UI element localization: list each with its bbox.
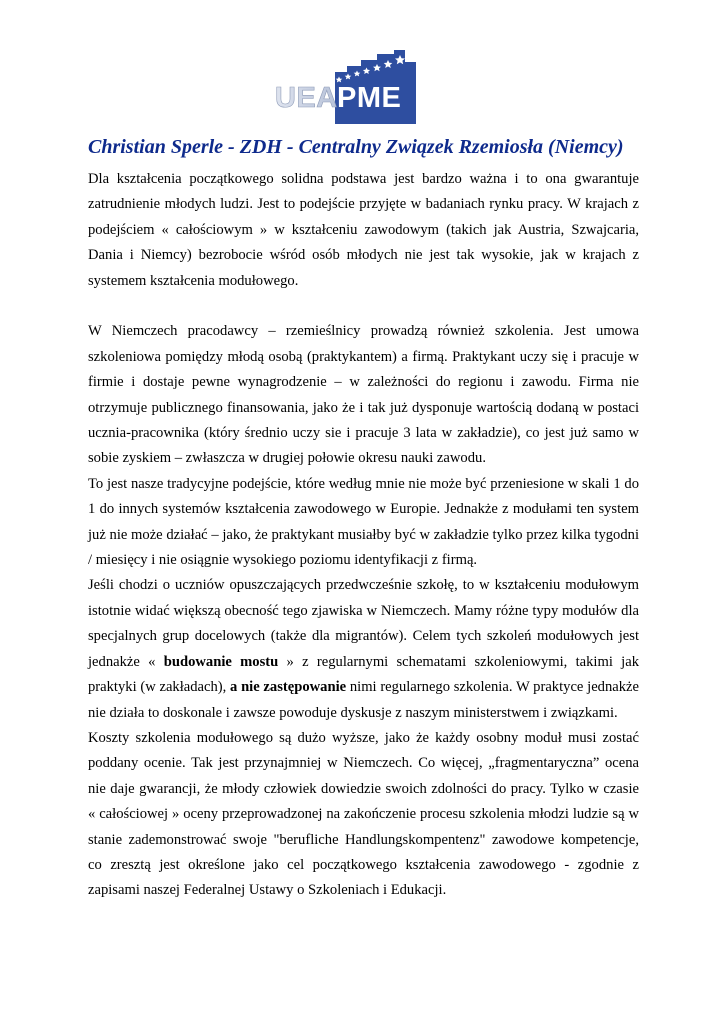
paragraph-5: Koszty szkolenia modułowego są dużo wyższe, jako że każdy osobny moduł musi zostać poddany ocenie. Tak jest przynajmniej w Niemczech. Co więcej, „fragmentaryczna” ocena nie daje gwarancji, że młody człowiek dowiedzie swoich zdolności do pracy. Tylko w czasie « całościowej » oceny przeprowadzonej na zakończenie procesu szkolenia młodzi ludzie są w stanie zademonstrować swoje "berufliche Handlungskompentenz" zawodowe kompetencje, co zresztą jest określone jako cel początkowego kształcenia zawodowego - zgodnie z zapisami naszej Federalnej Ustawy o Szkoleniach i Edukacji. bbox=[88, 729, 639, 899]
paragraph-2: W Niemczech pracodawcy – rzemieślnicy prowadzą również szkolenia. Jest umowa szkoleniowa pomiędzy młodą osobą (praktykantem) a firmą. Praktykant uczy się i pracuje w firmie i dostaje pewne wynagrodzenie – w zależności do regionu i zawodu. Firma nie otrzymuje publicznego finansowania, jako że i tak już dysponuje wartością dodaną w postaci ucznia-pracownika (który średnio uczy sie i pracuje 3 lata w zakładzie), co jest już samo w sobie zyskiem – zwłaszcza w drugiej połowie okresu nauki zawodu. bbox=[88, 323, 639, 467]
logo-text-pme: PME bbox=[337, 82, 402, 114]
paragraph-4-part-b: » z regularnymi schematami szkoleniowymi, takimi jak praktyki (w zakładach), bbox=[88, 653, 640, 696]
article-body bbox=[88, 167, 639, 904]
paragraph-4-part-a: Jeśli chodzi o uczniów opuszczających przedwcześnie szkołę, to w kształceniu modułowym istotnie widać większą obecność tego zjawiska w Niemczech. Mamy różne typy modułów dla specjalnych grup docelowych (także dla migrantów). Celem tych szkoleń modułowych jest jednakże « bbox=[88, 577, 639, 670]
bold-phrase-not-replacing: a nie zastępowanie bbox=[230, 679, 347, 696]
page-title: Christian Sperle - ZDH - Centralny Związek Rzemiosła (Niemcy) bbox=[88, 136, 624, 158]
paragraph-spacer bbox=[88, 294, 639, 319]
bold-phrase-building-bridge: budowanie mostu bbox=[163, 653, 279, 670]
paragraph-3: To jest nasze tradycyjne podejście, które według mnie nie może być przeniesione w skali 1 do 1 do innych systemów kształcenia zawodowego w Europie. Jednakże z modułami ten system już nie może działać – jako, że praktykant musiałby być w zakładzie tylko przez kilka tygodni / miesięcy i nie osiągnie wysokiego poziomu identyfikacji z firmą. bbox=[88, 475, 639, 569]
ueapme-logo bbox=[273, 50, 416, 124]
paragraph-1: Dla kształcenia początkowego solidna podstawa jest bardzo ważna i to ona gwarantuje zatrudnienie młodych ludzi. Jest to podejście przyjęte w badaniach rynku pracy. W krajach z podejściem « całościowym » w kształceniu zawodowym (takich jak Austria, Szwajcaria, Dania i Niemcy) bezrobocie wśród osób młodych nie jest tak wysokie, jak w krajach z systemem kształcenia modułowego. bbox=[88, 171, 639, 289]
paragraph-4-part-c: nimi regularnego szkolenia. W praktyce jednakże nie działa to doskonale i zawsze powoduje dyskusje z naszym ministerstwem i związkami. bbox=[88, 679, 639, 721]
logo-text-ueapme: UEA bbox=[275, 82, 338, 114]
paragraph-4 bbox=[88, 573, 639, 725]
ueapme-logo-graphic bbox=[273, 50, 416, 124]
